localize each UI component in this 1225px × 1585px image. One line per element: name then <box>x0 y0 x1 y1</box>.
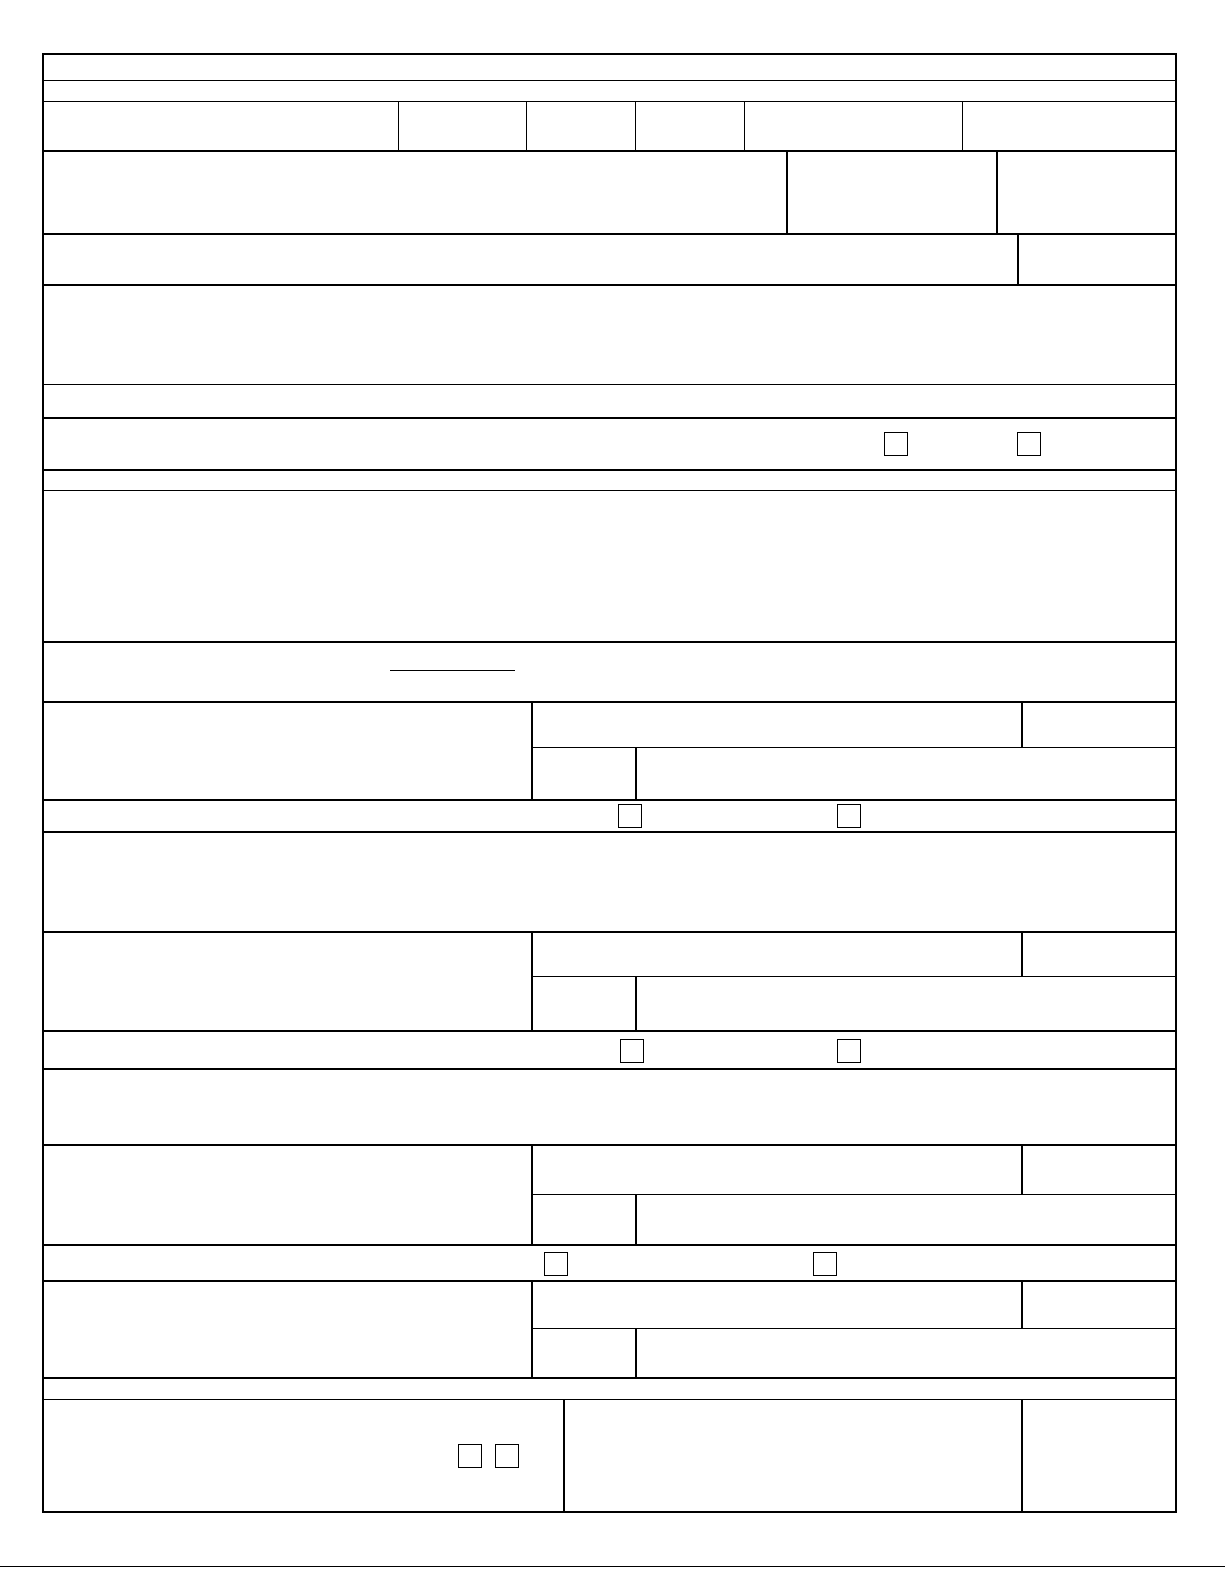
field-cell[interactable] <box>637 1329 1175 1377</box>
field-cell[interactable] <box>963 102 1175 150</box>
row-divider <box>44 80 1175 81</box>
field-cell[interactable] <box>998 152 1175 233</box>
field-cell[interactable] <box>745 102 962 150</box>
row-divider <box>44 384 1175 385</box>
field-cell[interactable] <box>788 152 996 233</box>
checkbox[interactable] <box>495 1444 519 1468</box>
row-divider <box>44 1377 1175 1379</box>
field-cell[interactable] <box>533 1195 635 1244</box>
field-cell[interactable] <box>533 1282 1021 1328</box>
checkbox[interactable] <box>813 1252 837 1276</box>
blank-form <box>42 53 1177 1513</box>
row-divider <box>44 417 1175 419</box>
field-cell[interactable] <box>533 748 635 799</box>
field-cell[interactable] <box>399 102 526 150</box>
comments-cell[interactable] <box>44 1070 1175 1144</box>
signature-cell[interactable] <box>44 1146 531 1244</box>
field-cell[interactable] <box>533 703 1021 747</box>
row-divider <box>44 469 1175 471</box>
field-cell[interactable] <box>1019 235 1175 284</box>
field-cell[interactable] <box>44 286 1175 384</box>
date-cell[interactable] <box>1023 933 1175 976</box>
signature-cell[interactable] <box>44 1282 531 1377</box>
field-cell[interactable] <box>533 1329 635 1377</box>
footer-rule <box>0 1566 1225 1567</box>
field-cell[interactable] <box>533 1146 1021 1194</box>
date-cell[interactable] <box>1023 1146 1175 1194</box>
signature-cell[interactable] <box>44 933 531 1030</box>
checkbox[interactable] <box>1017 432 1041 456</box>
date-cell[interactable] <box>1023 1400 1175 1511</box>
field-cell[interactable] <box>44 386 1175 417</box>
field-cell[interactable] <box>637 748 1175 799</box>
row-divider <box>44 1030 1175 1032</box>
checkbox[interactable] <box>884 432 908 456</box>
field-cell[interactable] <box>44 102 398 150</box>
field-cell[interactable] <box>44 235 1017 284</box>
checkbox[interactable] <box>837 804 861 828</box>
checkbox[interactable] <box>620 1039 644 1063</box>
date-cell[interactable] <box>1023 703 1175 747</box>
signature-cell[interactable] <box>44 703 531 799</box>
field-cell[interactable] <box>44 492 1175 641</box>
field-cell[interactable] <box>44 643 1175 701</box>
date-cell[interactable] <box>1023 1282 1175 1328</box>
blank-underline[interactable] <box>390 670 515 671</box>
signature-cell[interactable] <box>565 1400 1021 1511</box>
field-cell[interactable] <box>527 102 635 150</box>
field-cell[interactable] <box>637 1195 1175 1244</box>
field-cell[interactable] <box>637 977 1175 1030</box>
checkbox[interactable] <box>837 1039 861 1063</box>
row-divider <box>44 490 1175 491</box>
field-cell[interactable] <box>533 977 635 1030</box>
row-divider <box>44 799 1175 801</box>
field-cell[interactable] <box>636 102 744 150</box>
field-cell[interactable] <box>533 933 1021 976</box>
row-divider <box>44 1244 1175 1246</box>
checkbox[interactable] <box>458 1444 482 1468</box>
field-cell[interactable] <box>44 152 786 233</box>
comments-cell[interactable] <box>44 833 1175 931</box>
checkbox[interactable] <box>618 804 642 828</box>
checkbox[interactable] <box>544 1252 568 1276</box>
field-cell[interactable] <box>44 1400 563 1511</box>
